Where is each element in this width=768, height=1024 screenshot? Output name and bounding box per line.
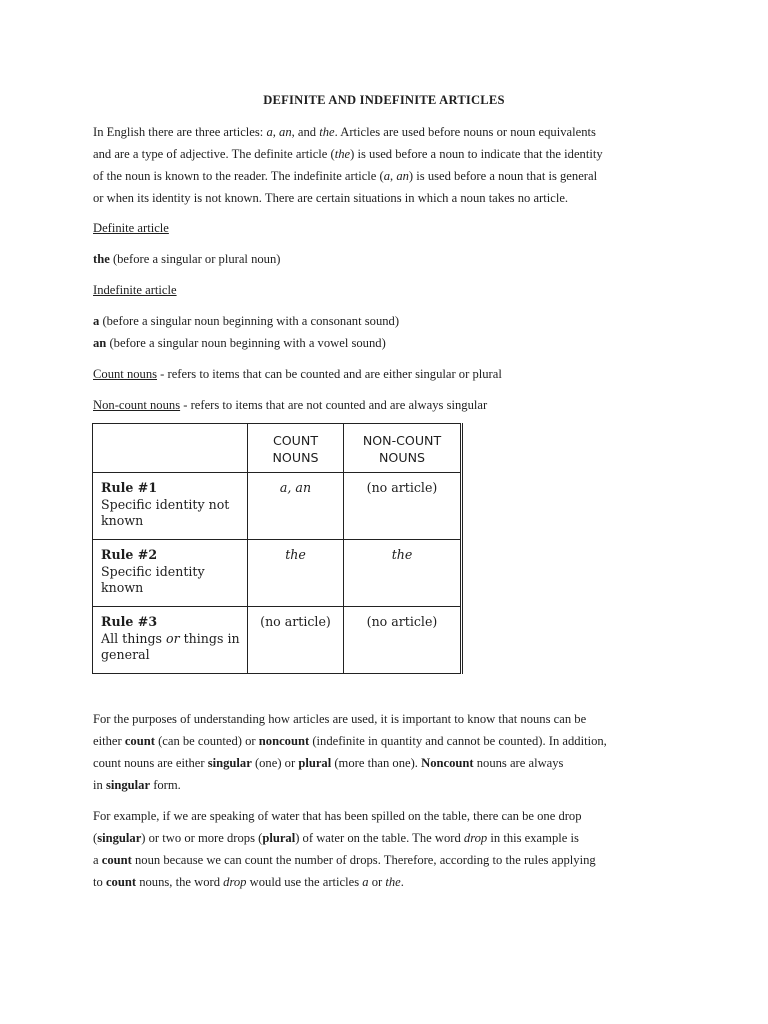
bold-term: count: [105, 875, 137, 889]
text-run: or: [368, 875, 386, 889]
text-run: nouns are always: [473, 756, 564, 770]
rule-desc: known: [101, 513, 144, 528]
indefinite-article-heading: Indefinite article: [93, 283, 177, 297]
para2-line-3: [93, 752, 683, 774]
count-cell: [248, 607, 344, 674]
intro-line-4: or when its identity is not known. There are certain situations in which a noun takes no article.: [93, 191, 569, 205]
text-run: .: [400, 875, 404, 889]
text-run: ,: [272, 125, 280, 139]
text-run: things in: [179, 630, 240, 646]
indefinite-a-word: a: [93, 314, 100, 328]
article-an: an: [396, 169, 409, 183]
rule-number: Rule #1: [101, 480, 158, 495]
bold-term: count: [101, 853, 132, 867]
bold-term: noncount: [258, 734, 310, 748]
header-line: NOUNS: [379, 450, 425, 465]
para2-line-4: [93, 774, 683, 796]
table-double-border: [462, 423, 463, 674]
noncount-nouns-term: Non-count nouns: [93, 398, 181, 412]
table-header-count-nouns: [248, 424, 344, 473]
articles-rules-table: [92, 423, 461, 674]
text-run: would use the articles: [246, 875, 363, 889]
bold-term: singular: [97, 831, 142, 845]
noncount-value: (no article): [366, 614, 438, 629]
bold-term: singular: [207, 756, 252, 770]
text-run: in: [93, 778, 106, 792]
article-a: a: [266, 125, 273, 139]
italic-term: a: [362, 875, 369, 889]
text-run: either: [93, 734, 125, 748]
rule-cell: [93, 473, 248, 540]
text-run: nouns, the word: [136, 875, 224, 889]
definite-desc: (before a singular or plural noun): [109, 252, 281, 266]
count-cell: [248, 540, 344, 607]
text-run: of the noun is known to the reader. The indefinite article (: [93, 169, 384, 183]
indefinite-an-word: an: [93, 336, 107, 350]
text-run: (indefinite in quantity and cannot be counted). In addition,: [309, 734, 607, 748]
para2-line-2: [93, 730, 683, 752]
rule-desc: Specific identity: [101, 563, 205, 579]
italic-term: the: [385, 875, 401, 889]
text-run: All things: [101, 630, 166, 646]
article-the: the: [319, 125, 335, 139]
text-run: and are a type of adjective. The definite article (: [93, 147, 335, 161]
header-line: NOUNS: [272, 450, 319, 465]
text-run: In English there are three articles:: [93, 125, 267, 139]
text-run: (: [93, 831, 98, 845]
table-row: [93, 473, 461, 540]
noncount-cell: [344, 473, 461, 540]
text-run: (one) or: [251, 756, 299, 770]
count-value: a, an: [279, 480, 312, 495]
count-cell: [248, 473, 344, 540]
table-header-noncount-nouns: [344, 424, 461, 473]
count-nouns-desc: - refers to items that can be counted and are either singular or plural: [157, 367, 502, 381]
text-run: form.: [150, 778, 181, 792]
rule-number: Rule #2: [101, 547, 158, 562]
rule-desc: general: [101, 647, 150, 662]
count-value: the: [285, 547, 306, 562]
rule-cell: [93, 607, 248, 674]
article-a: a: [383, 169, 391, 183]
table-header-empty: [93, 424, 248, 473]
text-run: . Articles are used before nouns or noun equivalents: [334, 125, 596, 139]
text-run: a: [93, 853, 102, 867]
count-value: (no article): [260, 614, 331, 629]
text-run: ) is used before a noun that is general: [408, 169, 598, 183]
italic-term: drop: [223, 875, 247, 889]
table-row: [93, 607, 461, 674]
count-nouns-term: Count nouns: [93, 367, 158, 381]
text-run: (can be counted) or: [154, 734, 259, 748]
text-run: ) of water on the table. The word: [295, 831, 464, 845]
indefinite-a-desc: (before a singular noun beginning with a consonant sound): [99, 314, 400, 328]
rule-desc: known: [101, 580, 144, 595]
table-row: [93, 540, 461, 607]
definite-article-line: [93, 252, 280, 267]
bold-term: Noncount: [421, 756, 474, 770]
text-run: in this example is: [487, 831, 579, 845]
indefinite-a-line: [93, 314, 399, 329]
definite-article-heading: Definite article: [93, 221, 169, 235]
text-run: to: [93, 875, 106, 889]
header-line: NON-COUNT: [362, 433, 442, 448]
rule-number: Rule #3: [101, 614, 158, 629]
text-run: ,: [390, 169, 397, 183]
intro-paragraph: [93, 121, 683, 209]
para3-line-3: [93, 849, 683, 871]
bold-term: plural: [298, 756, 332, 770]
article-an: an: [279, 125, 292, 139]
text-run: noun because we can count the number of drops. Therefore, according to the rules applying: [131, 853, 596, 867]
definite-word: the: [93, 252, 110, 266]
text-run: , and: [291, 125, 320, 139]
para2-line-1: For the purposes of understanding how articles are used, it is important to know that nouns can be: [93, 712, 587, 726]
bold-term: count: [124, 734, 155, 748]
article-the: the: [334, 147, 351, 161]
header-line: COUNT: [272, 433, 319, 448]
intro-line-1: [93, 121, 683, 143]
rule-desc: Specific identity not: [101, 496, 230, 512]
noncount-value: the: [391, 547, 413, 562]
italic-term: drop: [463, 831, 488, 845]
noncount-nouns-definition: [93, 398, 487, 413]
rule-cell: [93, 540, 248, 607]
text-run: or: [166, 630, 180, 646]
para3-line-4: [93, 871, 683, 893]
rule-desc: [101, 631, 241, 648]
page-title: DEFINITE AND INDEFINITE ARTICLES: [263, 93, 505, 107]
intro-line-3: [93, 165, 683, 187]
noncount-value: (no article): [366, 480, 438, 495]
text-run: (more than one).: [331, 756, 422, 770]
para3-line-1: For example, if we are speaking of water that has been spilled on the table, there can be one drop: [93, 809, 582, 823]
intro-line-2: [93, 143, 683, 165]
indefinite-an-desc: (before a singular noun beginning with a vowel sound): [106, 336, 386, 350]
noncount-cell: [344, 540, 461, 607]
paragraph-example: [93, 805, 683, 893]
table-header-row: [93, 424, 461, 473]
text-run: count nouns are either: [93, 756, 208, 770]
text-run: ) or two or more drops (: [141, 831, 263, 845]
count-nouns-definition: [93, 367, 502, 382]
para3-line-2: [93, 827, 683, 849]
indefinite-an-line: [93, 336, 386, 351]
paragraph-count-noncount: [93, 708, 683, 796]
noncount-nouns-desc: - refers to items that are not counted and are always singular: [180, 398, 488, 412]
bold-term: singular: [105, 778, 151, 792]
noncount-cell: [344, 607, 461, 674]
bold-term: plural: [262, 831, 296, 845]
text-run: ) is used before a noun to indicate that the identity: [350, 147, 603, 161]
